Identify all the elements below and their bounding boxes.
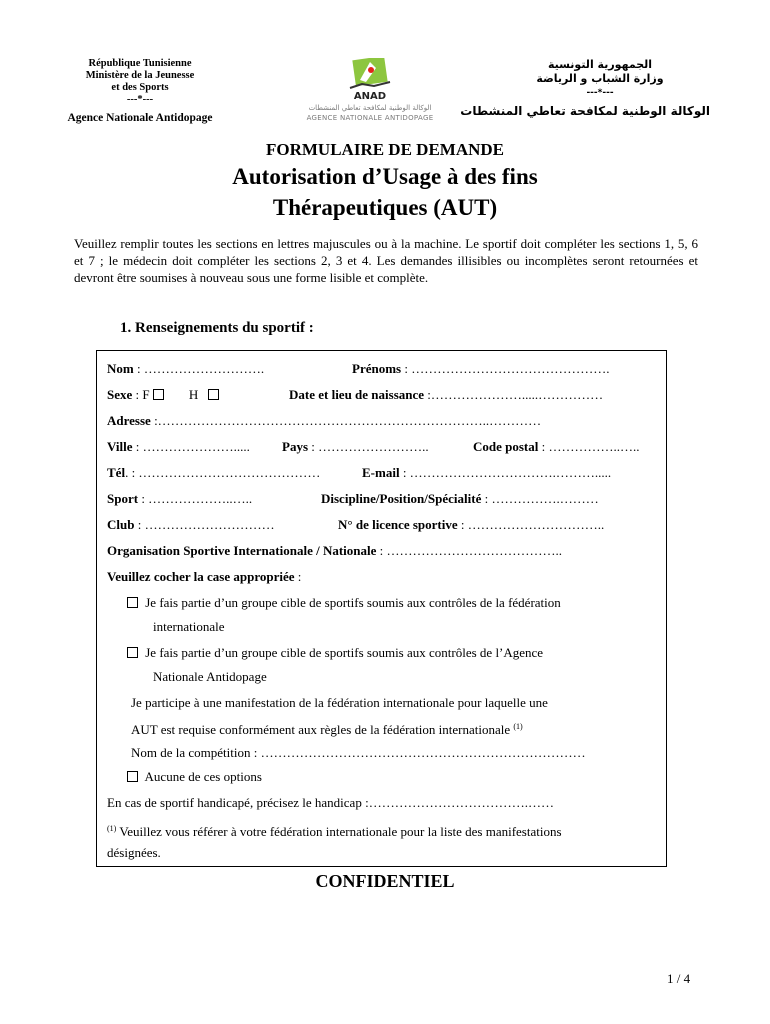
header-separator-ar: ---*--- <box>586 88 614 98</box>
header-separator: ---*--- <box>126 94 154 105</box>
pays-field[interactable] <box>282 439 429 455</box>
logo-brand-text: ANAD <box>353 91 387 102</box>
naissance-dots: :………………….....…………… <box>424 387 604 402</box>
confidential-label: CONFIDENTIEL <box>315 871 455 891</box>
code-postal-label: Code postal <box>473 439 539 454</box>
email-dots: : …………………………….………..... <box>399 465 612 480</box>
option-none-text: Aucune de ces options <box>144 769 262 784</box>
page-number: 1 / 4 <box>667 971 691 986</box>
logo-arabic-text: الوكالة الوطنية لمكافحة تعاطي المنشطات <box>308 104 432 112</box>
discipline-dots: : …………….……… <box>481 491 599 506</box>
option-manifestation-line2: AUT est requise conformément aux règles de la fédération internationale <box>131 722 511 737</box>
sexe-h-checkbox[interactable] <box>208 389 219 400</box>
prenoms-label: Prénoms <box>352 361 402 376</box>
handicap-field[interactable]: En cas de sportif handicapé, précisez le handicap :……………………………….…… <box>107 795 554 810</box>
sexe-f-label: : F <box>132 387 150 402</box>
option-national-text-2: Nationale Antidopage <box>153 669 267 684</box>
email-field[interactable] <box>362 465 611 481</box>
form-title-line3: Thérapeutiques (AUT) <box>272 195 498 220</box>
anad-logo <box>300 58 440 122</box>
nom-dots: : ………………………. <box>133 361 265 376</box>
option-international-checkbox[interactable] <box>127 597 138 608</box>
club-dots: : ………………………… <box>134 517 275 532</box>
prenoms-dots: : ………………………………………. <box>401 361 610 376</box>
discipline-label: Discipline/Position/Spécialité <box>321 491 482 506</box>
adresse-label: Adresse <box>107 413 151 428</box>
option-international-text-2: internationale <box>153 619 225 634</box>
option-none-checkbox[interactable] <box>127 771 138 782</box>
option-international-text: Je fais partie d’un groupe cible de sportifs soumis aux contrôles de la fédération <box>145 595 561 610</box>
naissance-field[interactable] <box>289 387 603 403</box>
header-french <box>55 58 225 124</box>
sexe-field <box>107 387 223 403</box>
nom-label: Nom <box>107 361 134 376</box>
cocher-label: Veuillez cocher la case appropriée <box>107 569 295 584</box>
cocher-instruction <box>107 569 301 585</box>
sexe-f-checkbox[interactable] <box>153 389 164 400</box>
sexe-h-label: H <box>188 387 199 402</box>
republic-label: République Tunisienne <box>88 58 192 69</box>
sport-dots: : ………………..….. <box>138 491 253 506</box>
option-manifestation-text-2 <box>131 719 523 738</box>
page-header <box>0 58 770 128</box>
pays-label: Pays <box>282 439 308 454</box>
ministry-label-ar: وزارة الشباب و الرياضة <box>536 72 664 85</box>
club-label: Club <box>107 517 135 532</box>
ministry-label-2: et des Sports <box>111 82 169 93</box>
footnote-text-2: désignées. <box>107 845 161 860</box>
email-label: E-mail <box>362 465 400 480</box>
ville-field[interactable] <box>107 439 250 455</box>
option-manifestation-text: Je participe à une manifestation de la fédération internationale pour laquelle une <box>131 695 548 710</box>
pays-dots: : …………………….. <box>308 439 429 454</box>
athlete-info-box <box>96 350 667 867</box>
tel-label: Tél <box>107 465 126 480</box>
licence-dots: : ………………………….. <box>457 517 605 532</box>
code-postal-dots: : ……………..….. <box>538 439 640 454</box>
discipline-field[interactable] <box>321 491 599 507</box>
competition-field[interactable]: Nom de la compétition : ………………………………………………………………… <box>131 745 586 760</box>
footnote-ref: (1) <box>513 722 523 731</box>
prenoms-field[interactable] <box>352 361 609 377</box>
adresse-dots: :…………………………………………………………………..………… <box>150 413 542 428</box>
anad-logo-icon <box>340 58 400 102</box>
organisation-dots: : ………………………………….. <box>376 543 563 558</box>
sexe-label: Sexe <box>107 387 133 402</box>
club-field[interactable] <box>107 517 275 533</box>
option-international-group <box>127 595 657 611</box>
ville-dots: : …………………..... <box>132 439 250 454</box>
cocher-suffix: : <box>294 569 302 584</box>
ministry-label: Ministère de la Jeunesse <box>85 70 195 81</box>
tel-field[interactable] <box>107 465 320 481</box>
republic-label-ar: الجمهورية التونسية <box>547 58 653 71</box>
ville-label: Ville <box>107 439 133 454</box>
licence-field[interactable] <box>338 517 604 533</box>
sport-field[interactable] <box>107 491 252 507</box>
form-title-line2: Autorisation d’Usage à des fins <box>232 164 538 189</box>
organisation-label: Organisation Sportive Internationale / Nationale <box>107 543 377 558</box>
footnote-mark: (1) <box>107 824 117 833</box>
header-arabic <box>460 58 710 118</box>
footnote <box>107 821 562 840</box>
adresse-field[interactable] <box>107 413 541 429</box>
licence-label: N° de licence sportive <box>338 517 458 532</box>
tel-dots: . : …………………………………… <box>125 465 321 480</box>
agency-name-ar: الوكالة الوطنية لمكافحة تعاطي المنشطات <box>460 104 710 118</box>
agency-name-fr: Agence Nationale Antidopage <box>67 112 213 124</box>
option-national-text: Je fais partie d’un groupe cible de sportifs soumis aux contrôles de l’Agence <box>145 645 544 660</box>
sport-label: Sport <box>107 491 139 506</box>
option-national-checkbox[interactable] <box>127 647 138 658</box>
form-title-line1: FORMULAIRE DE DEMANDE <box>266 140 504 159</box>
nom-field[interactable] <box>107 361 264 377</box>
section-1-heading: 1. Renseignements du sportif : <box>120 320 314 336</box>
naissance-label: Date et lieu de naissance <box>289 387 425 402</box>
footnote-text: Veuillez vous référer à votre fédération internationale pour la liste des manifestations <box>116 824 562 839</box>
code-postal-field[interactable] <box>473 439 640 455</box>
logo-french-text: AGENCE NATIONALE ANTIDOPAGE <box>306 114 434 122</box>
organisation-field[interactable] <box>107 543 562 559</box>
form-title <box>0 140 770 222</box>
option-national-group <box>127 645 657 661</box>
option-none-group <box>127 769 262 785</box>
intro-paragraph: Veuillez remplir toutes les sections en lettres majuscules ou à la machine. Le sportif doit compléter les sections 1, 5, 6 et 7 ; le médecin doit compléter les sections 2, 3 et 4. Les demandes illisibles ou incomplètes seront retournées et devront être soumises à nouveau sous une forme lisible et complète. <box>74 236 698 285</box>
